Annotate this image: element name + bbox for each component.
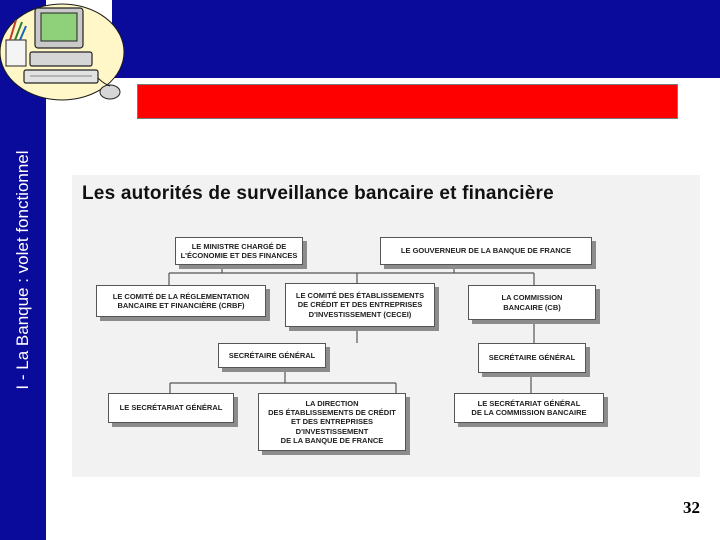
org-chart <box>72 175 700 477</box>
box-secretariat-general-left: LE SECRÉTARIAT GÉNÉRAL <box>108 393 234 423</box>
box-ministre: LE MINISTRE CHARGÉ DE L'ÉCONOMIE ET DES FINANCES <box>175 237 303 265</box>
box-commission-bancaire: LA COMMISSION BANCAIRE (CB) <box>468 285 596 320</box>
header-band <box>112 0 720 78</box>
diagram-title: Les autorités de surveillance bancaire et financière <box>82 183 554 204</box>
box-secretaire-general-left: SECRÉTAIRE GÉNÉRAL <box>218 343 326 368</box>
vertical-section-title: I - La Banque : volet fonctionnel <box>13 150 32 390</box>
box-direction: LA DIRECTION DES ÉTABLISSEMENTS DE CRÉDIT ET DES ENTREPRISES D'INVESTISSEMENT DE LA BANQUE DE FRANCE <box>258 393 406 451</box>
computer-clipart-icon <box>0 0 130 110</box>
box-cecei: LE COMITÉ DES ÉTABLISSEMENTS DE CRÉDIT ET DES ENTREPRISES D'INVESTISSEMENT (CECEI) <box>285 283 435 327</box>
box-secretaire-general-right: SECRÉTAIRE GÉNÉRAL <box>478 343 586 373</box>
page-number: 32 <box>683 498 700 517</box>
box-secretariat-general-right: LE SECRÉTARIAT GÉNÉRAL DE LA COMMISSION BANCAIRE <box>454 393 604 423</box>
title-banner <box>137 84 678 119</box>
box-crbf: LE COMITÉ DE LA RÉGLEMENTATION BANCAIRE ET FINANCIÈRE (CRBF) <box>96 285 266 317</box>
box-gouverneur: LE GOUVERNEUR DE LA BANQUE DE FRANCE <box>380 237 592 265</box>
